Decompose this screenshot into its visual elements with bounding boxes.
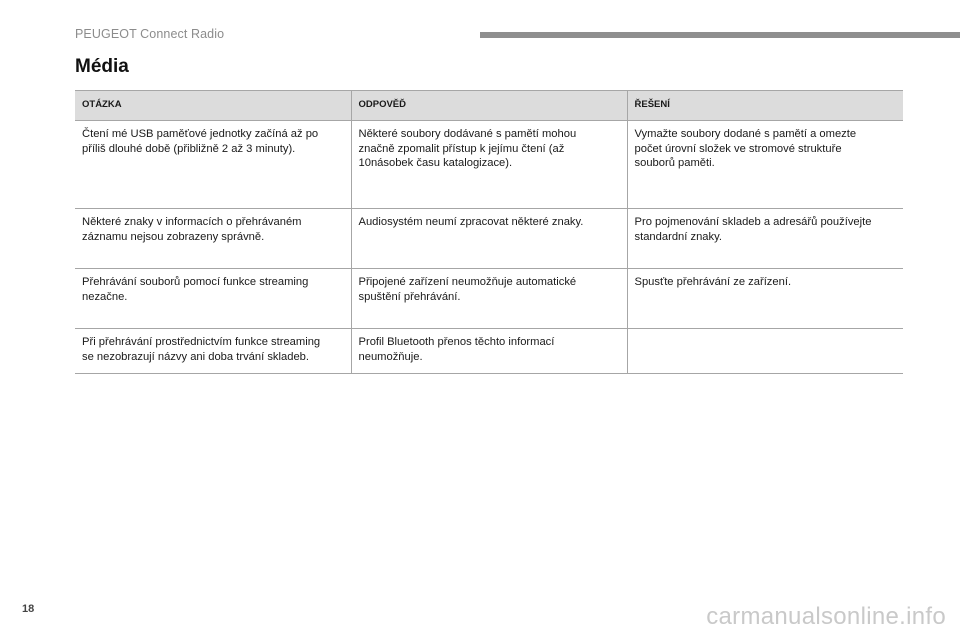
question-cell bbox=[75, 269, 351, 329]
answer-text: Profil Bluetooth přenos těchto informací neumožňuje. bbox=[358, 336, 555, 363]
question-text: Některé znaky v informacích o přehrávaném záznamu nejsou zobrazeny správně. bbox=[82, 216, 302, 243]
solution-cell bbox=[627, 329, 903, 374]
question-text: Čtení mé USB paměťové jednotky začíná až po příliš dlouhé době (přibližně 2 až 3 minuty). bbox=[82, 128, 319, 155]
answer-cell bbox=[351, 269, 627, 329]
question-cell bbox=[75, 121, 351, 209]
question-cell bbox=[75, 209, 351, 269]
table-row bbox=[75, 329, 903, 374]
page-title: Média bbox=[75, 56, 129, 77]
solution-text: Vymažte soubory dodané s pamětí a omezte počet úrovní složek ve stromové struktuře souborů paměti. bbox=[634, 128, 857, 169]
table-row bbox=[75, 121, 903, 209]
solution-cell bbox=[627, 121, 903, 209]
page-number: 18 bbox=[22, 603, 35, 615]
table-row bbox=[75, 209, 903, 269]
solution-text: Pro pojmenování skladeb a adresářů používejte standardní znaky. bbox=[634, 216, 872, 243]
column-header-solution: ŘEŠENÍ bbox=[627, 91, 903, 121]
table-header-row bbox=[75, 91, 903, 121]
solution-cell bbox=[627, 209, 903, 269]
answer-cell bbox=[351, 209, 627, 269]
column-header-answer: ODPOVĚĎ bbox=[351, 91, 627, 121]
column-header-question: OTÁZKA bbox=[75, 91, 351, 121]
answer-text: Audiosystém neumí zpracovat některé znaky. bbox=[358, 216, 584, 228]
document-header-title: PEUGEOT Connect Radio bbox=[75, 27, 225, 41]
answer-text: Připojené zařízení neumožňuje automatické spuštění přehrávání. bbox=[358, 276, 577, 303]
question-text: Při přehrávání prostřednictvím funkce streaming se nezobrazují názvy ani doba trvání skladeb. bbox=[82, 336, 321, 363]
solution-cell bbox=[627, 269, 903, 329]
answer-cell bbox=[351, 121, 627, 209]
table-row bbox=[75, 269, 903, 329]
watermark: carmanualsonline.info bbox=[706, 603, 946, 630]
question-text: Přehrávání souborů pomocí funkce streaming nezačne. bbox=[82, 276, 309, 303]
faq-table bbox=[75, 90, 903, 374]
answer-text: Některé soubory dodávané s pamětí mohou značně zpomalit přístup k jejímu čtení (až 10násobek času katalogizace). bbox=[358, 128, 577, 169]
answer-cell bbox=[351, 329, 627, 374]
header-decor-bar bbox=[480, 32, 960, 38]
solution-text: Spusťte přehrávání ze zařízení. bbox=[634, 276, 792, 288]
question-cell bbox=[75, 329, 351, 374]
